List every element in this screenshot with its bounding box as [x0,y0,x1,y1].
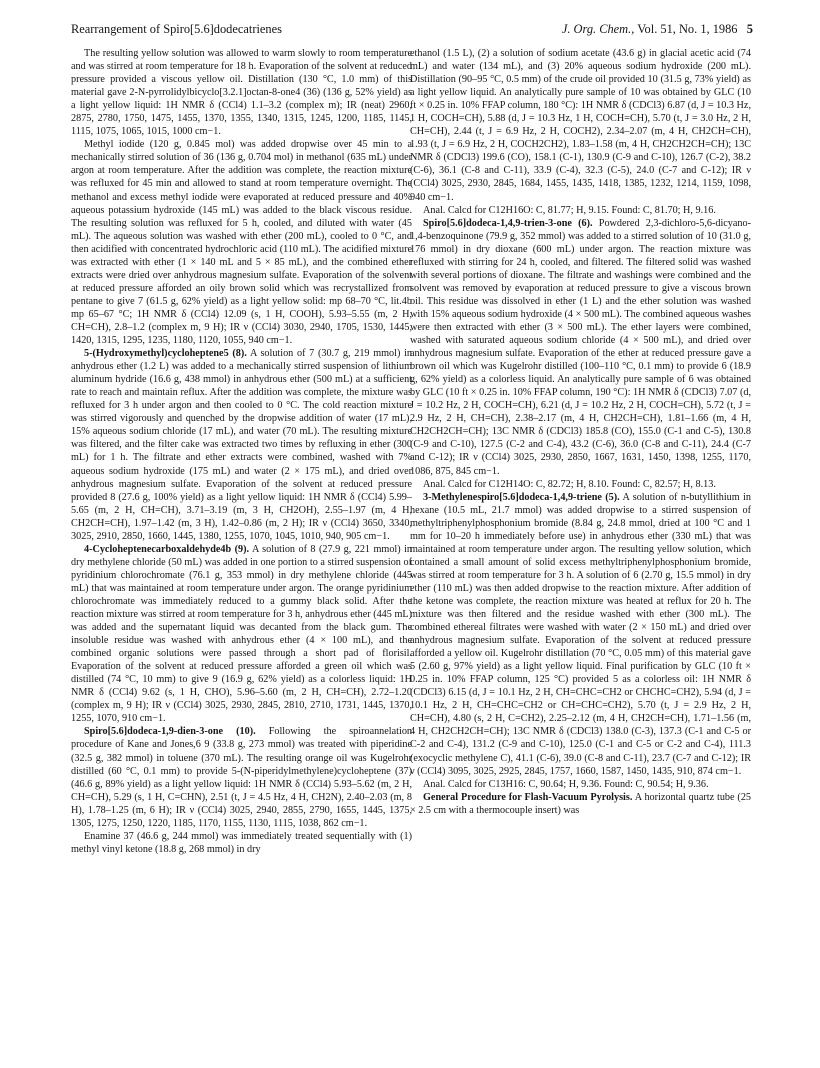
paragraph [71,47,412,138]
running-header [71,22,753,38]
section-heading: Spiro[5.6]dodeca-1,9-dien-3-one (10). [84,726,256,738]
paragraph [410,204,751,217]
journal-citation [562,22,753,37]
journal-name: J. Org. Chem., [561,22,635,36]
paragraph-text: Following the spiroannelation procedure of Kane and Jones,6 9 (33.8 g, 273 mmol) was treated with piperidine (32.5 g, 382 mmol) in toluene (370 mL). The resulting orange oil was Kugelrohr distilled (60 °C, 0.1 mm) to provide 5-(N-piperidylmethylene)cycloheptene (37) (46.6 g, 89% yield) as a light yellow liquid: 1H NMR δ (CCl4) 5.93–5.62 (m, 2 H, CH=CH), 5.29 (s, 1 H, C=CHN), 2.51 (t, J = 4.5 Hz, 4 H, CH2N), 2.40–2.03 (m, 8 H), 1.78–1.25 (m, 6 H); IR ν (CCl4) 3025, 2940, 2855, 2790, 1655, 1445, 1375, 1305, 1275, 1250, 1220, 1185, 1170, 1155, 1130, 1115, 1038, 862 cm−1. [71,726,412,829]
left-text-column [71,47,412,1047]
paragraph [71,830,412,856]
paragraph-text: Anal. Calcd for C13H16: C, 90.64; H, 9.36. Found: C, 90.54; H, 9.36. [423,778,709,790]
paragraph-text: The resulting yellow solution was allowed to warm slowly to room temperature and was stirred at room temperature for 18 h. Evaporation of the solvent at reduced pressure provided a viscous yellow oil. Distillation (130 °C, 1.0 mm) of this material gave 2-N-pyrrolidylbicyclo[3.2.1]octan-8-one4 (36) (136 g, 52% yield) as a light yellow liquid: 1H NMR δ (CCl4) 1.1–3.2 (complex m); IR (neat) 2960, 2875, 2780, 1750, 1475, 1455, 1370, 1355, 1340, 1315, 1245, 1200, 1185, 1145, 1115, 1075, 1065, 1015, 1000 cm−1. [71,48,412,138]
section-heading: 3-Methylenespiro[5.6]dodeca-1,4,9-triene (5). [423,491,620,503]
paragraph-text: Methyl iodide (120 g, 0.845 mol) was added dropwise over 45 min to a mechanically stirred solution of 36 (136 g, 0.704 mol) in methanol (635 mL) under argon at room temperature. After the addition was complete, the reaction mixture was refluxed for 45 min and allowed to stand at room temperature overnight. The methanol and excess methyl iodide were evaporated at reduced pressure and 40% aqueous potassium hydroxide (145 mL) was added to the black viscous residue. The resulting solution was refluxed for 5 h, cooled, and diluted with water (45 mL). The aqueous solution was washed with ether (200 mL), cooled to 0 °C, and then acidified with concentrated hydrochloric acid (110 mL). The acidified mixture was extracted with ether (1 × 140 mL and 5 × 85 mL), and the combined ether extracts were dried over anhydrous magnesium sulfate. Evaporation of the solvent at reduced pressure afforded an oily brown solid which was recrystallized from pentane to give 7 (61.5 g, 62% yield) as a light yellow solid: mp 68–70 °C, lit.4b mp 65–67 °C; 1H NMR δ (CCl4) 12.09 (s, 1 H, COOH), 5.93–5.55 (m, 2 H, CH=CH), 2.8–1.2 (complex m, 9 H); IR ν (CCl4) 3030, 2940, 1705, 1530, 1445, 1420, 1315, 1295, 1235, 1180, 1120, 1055, 940 cm−1. [71,139,412,347]
paragraph [410,217,751,478]
section-heading: General Procedure for Flash-Vacuum Pyrolysis. [423,791,633,803]
paragraph [71,138,412,347]
paragraph [410,491,751,778]
paragraph-text: A solution of 7 (30.7 g, 219 mmol) in anhydrous ether (1.2 L) was added to a mechanically stirred suspension of lithium aluminum hydride (16.6 g, 438 mmol) in anhydrous ether (500 mL) at a sufficient rate to reach and maintain reflux. After the addition was complete, the mixture was refluxed for 3 h under argon and then cooled to 0 °C. The cold reaction mixture was stirred vigorously and quenched by the dropwise addition of water (17 mL), 15% aqueous sodium chloride (17 mL), and water (70 mL). The resulting mixture was filtered, and the filter cake was extracted two times by refluxing in ether (300 mL) for 1 h. The filtrate and ether extracts were combined, washed with 7% aqueous sodium hydroxide (175 mL) and water (2 × 175 mL), and dried over anhydrous magnesium sulfate. Evaporation of the solvent at reduced pressure provided 8 (27.6 g, 100% yield) as a light yellow liquid: 1H NMR δ (CCl4) 5.99–5.65 (m, 2 H, CH=CH), 3.71–3.19 (m, 3 H, CH2OH), 2.55–1.97 (m, 4 H, CH2CH=CH), 1.97–1.42 (m, 3 H), 1.42–0.86 (m, 2 H); IR ν (CCl4) 3650, 3340, 3025, 2910, 2850, 1660, 1445, 1380, 1255, 1070, 1045, 1010, 940, 905 cm−1. [71,348,412,542]
right-text-column [410,47,751,1047]
paragraph [410,791,751,817]
paragraph [71,543,412,726]
paragraph-text: ethanol (1.5 L), (2) a solution of sodium acetate (43.6 g) in glacial acetic acid (74 mL) and water (134 mL), and (3) 20% aqueous sodium hydroxide (200 mL). Distillation (90–95 °C, 0.5 mm) of the crude oil provided 10 (31.5 g, 73% yield) as a light yellow liquid. An analytically pure sample of 10 was obtained by GLC (10 ft × 0.25 in. 10% FFAP column, 180 °C): 1H NMR δ (CDCl3) 6.87 (d, J = 10.3 Hz, 1 H, COCH=CH), 5.88 (d, J = 10.3 Hz, 1 H, COCH=CH), 5.70 (t, J = 3.0 Hz, 2 H, CH=CH), 2.44 (t, J = 6.9 Hz, 2 H, COCH2), 2.34–2.07 (m, 4 H, CH2CH=CH), 1.93 (t, J = 6.9 Hz, 2 H, COCH2CH2), 1.83–1.58 (m, 4 H, CH2CH2CH=CH); 13C NMR δ (CDCl3) 199.6 (CO), 158.1 (C-1), 130.9 (C-9 and C-10), 126.7 (C-2), 38.2 (C-6), 36.1 (C-8 and C-11), 33.9 (C-4), 32.3 (C-5), 24.0 (C-7 and C-12); IR ν (CCl4) 3025, 2930, 2845, 1684, 1455, 1435, 1418, 1385, 1232, 1214, 1159, 1098, 940 cm−1. [410,48,751,203]
paragraph [71,347,412,543]
paragraph-text: Powdered 2,3-dichloro-5,6-dicyano-1,4-benzoquinone (79.9 g, 352 mmol) was added to a stirred solution of 10 (31.0 g, 176 mmol) in dry dioxane (600 mL) under argon. The reaction mixture was refluxed with stirring for 24 h, cooled, and filtered. The filtered solid was washed with several portions of dioxane. The filtrate and washings were combined and the solvent was removed by evaporation at reduced pressure to give a viscous brown oil. This residue was dissolved in ether (1 L) and the ether solution was washed with 15% aqueous sodium hydroxide (4 × 500 mL). The combined aqueous washes were then extracted with ether (3 × 500 mL). The ether layers were combined, washed with saturated aqueous sodium chloride (4 × 500 mL), and dried over anhydrous magnesium sulfate. Evaporation of the ether at reduced pressure gave a brown oil which was Kugelrohr distilled (100–110 °C, 0.1 mm) to provide 6 (18.9 g, 62% yield) as a colorless liquid. An analytically pure sample of 6 was obtained by GLC (10 ft × 0.25 in. 10% FFAP column, 190 °C): 1H NMR δ (CDCl3) 7.07 (d, J = 10.2 Hz, 2 H, COCH=CH), 6.21 (d, J = 10.2 Hz, 2 H, COCH=CH), 5.72 (t, J = 2.9 Hz, 2 H, CH=CH), 2.38–2.17 (m, 4 H, CH2CH=CH), 1.81–1.66 (m, 4 H, CH2CH2CH=CH); 13C NMR δ (CDCl3) 185.8 (CO), 155.0 (C-1 and C-5), 130.8 (C-9 and C-10), 127.5 (C-2 and C-4), 43.2 (C-6), 36.0 (C-8 and C-11), 24.4 (C-7 and C-12); IR ν (CCl4) 3025, 2930, 2850, 1667, 1631, 1450, 1398, 1255, 1170, 1086, 875, 845 cm−1. [410,217,751,477]
paragraph-text: Enamine 37 (46.6 g, 244 mmol) was immediately treated sequentially with (1) methyl vinyl ketone (18.8 g, 268 mmol) in dry [71,830,412,855]
paragraph-text: A solution of n-butyllithium in hexane (10.5 mL, 21.7 mmol) was added dropwise to a stirred suspension of methyltriphenylphosphonium bromide (8.84 g, 24.8 mmol, dried at 100 °C and 1 mm for 10–20 h immediately before use) in anhydrous ether (330 mL) that was maintained at room temperature under argon. The resulting yellow solution, which contained a small amount of solid excess methyltriphenylphosphonium bromide, was stirred at room temperature for 3 h. A solution of 6 (2.70 g, 15.5 mmol) in dry ether (110 mL) was then added dropwise to the reaction mixture. After addition of the ketone was complete, the reaction mixture was heated at reflux for 20 h. The mixture was then filtered and the residue washed with ether (300 mL). The combined ethereal filtrates were washed with water (2 × 150 mL) and dried over anhydrous magnesium sulfate. Evaporation of the solvent at reduced pressure afforded a yellow oil. Kugelrohr distillation (70 °C, 0.05 mm) of this material gave 5 (2.60 g, 97% yield) as a light yellow liquid. Final purification by GLC (10 ft × 0.25 in. 10% FFAP column, 125 °C) provided 5 as a colorless oil: 1H NMR δ (CDCl3) 6.15 (d, J = 10.1 Hz, 2 H, CH=CHC=CH2 or CHCHC=CH2), 5.94 (d, J = 10.1 Hz, 2 H, CH=CHC=CH2 or CH=CHC=CH2), 5.70 (t, J = 2.9 Hz, 2 H, CH=CH), 4.80 (s, 2 H, C=CH2), 2.25–2.12 (m, 4 H, CH2CH=CH), 1.71–1.56 (m, 4 H, CH2CH2CH=CH); 13C NMR δ (CDCl3) 138.0 (C-3), 137.3 (C-1 and C-5 or C-2 and C-4), 131.2 (C-9 and C-10), 125.0 (C-1 and C-5 or C-2 and C-4), 111.3 (exocyclic methylene C), 41.1 (C-6), 39.0 (C-8 and C-11), 23.7 (C-7 and C-12); IR ν (CCl4) 3095, 3025, 2925, 2845, 1757, 1660, 1587, 1450, 1435, 910, 874 cm−1. [410,491,751,777]
paragraph-text: A horizontal quartz tube (25 × 2.5 cm with a thermocouple insert) was [410,791,751,816]
paragraph [410,778,751,791]
section-heading: 4-Cycloheptenecarboxaldehyde4b (9). [84,543,250,555]
paragraph-text: Anal. Calcd for C12H14O: C, 82.72; H, 8.10. Found: C, 82.57; H, 8.13. [423,478,716,490]
page-number: 5 [746,22,753,36]
section-heading: 5-(Hydroxymethyl)cycloheptene5 (8). [84,348,247,360]
paragraph-text: A solution of 8 (27.9 g, 221 mmol) in dry methylene chloride (50 mL) was added in one portion to a stirred suspension of pyridinium chlorochromate (76.1 g, 353 mmol) in dry methylene chloride (445 mL) that was maintained at room temperature under argon. The orange pyridinium chlorochromate was immediately reduced to a gummy black solid. After the reaction mixture was stirred at room temperature for 3 h, anhydrous ether (445 mL) was added and the supernatant liquid was decanted from the black gum. The insoluble residue was washed with anhydrous ether (4 × 100 mL), and the combined organic solutions were passed through a short pad of florisil. Evaporation of the solvent at reduced pressure afforded a green oil which was distilled (74 °C, 10 mm) to give 9 (16.9 g, 62% yield) as a colorless liquid: 1H NMR δ (CCl4) 9.62 (s, 1 H, CHO), 5.96–5.60 (m, 2 H, CH=CH), 2.72–1.20 (complex m, 9 H); IR ν (CCl4) 3025, 2930, 2845, 2810, 2710, 1731, 1445, 1370, 1255, 1070, 910 cm−1. [71,543,412,725]
paragraph [410,47,751,204]
running-title: Rearrangement of Spiro[5.6]dodecatrienes [71,22,282,36]
paragraph [71,725,412,829]
section-heading: Spiro[5.6]dodeca-1,4,9-trien-3-one (6). [423,217,593,229]
paragraph [410,478,751,491]
volume: Vol. 51, [637,22,676,36]
issue-year: No. 1, 1986 [678,22,738,36]
paragraph-text: Anal. Calcd for C12H16O: C, 81.77; H, 9.15. Found: C, 81.70; H, 9.16. [423,204,716,216]
